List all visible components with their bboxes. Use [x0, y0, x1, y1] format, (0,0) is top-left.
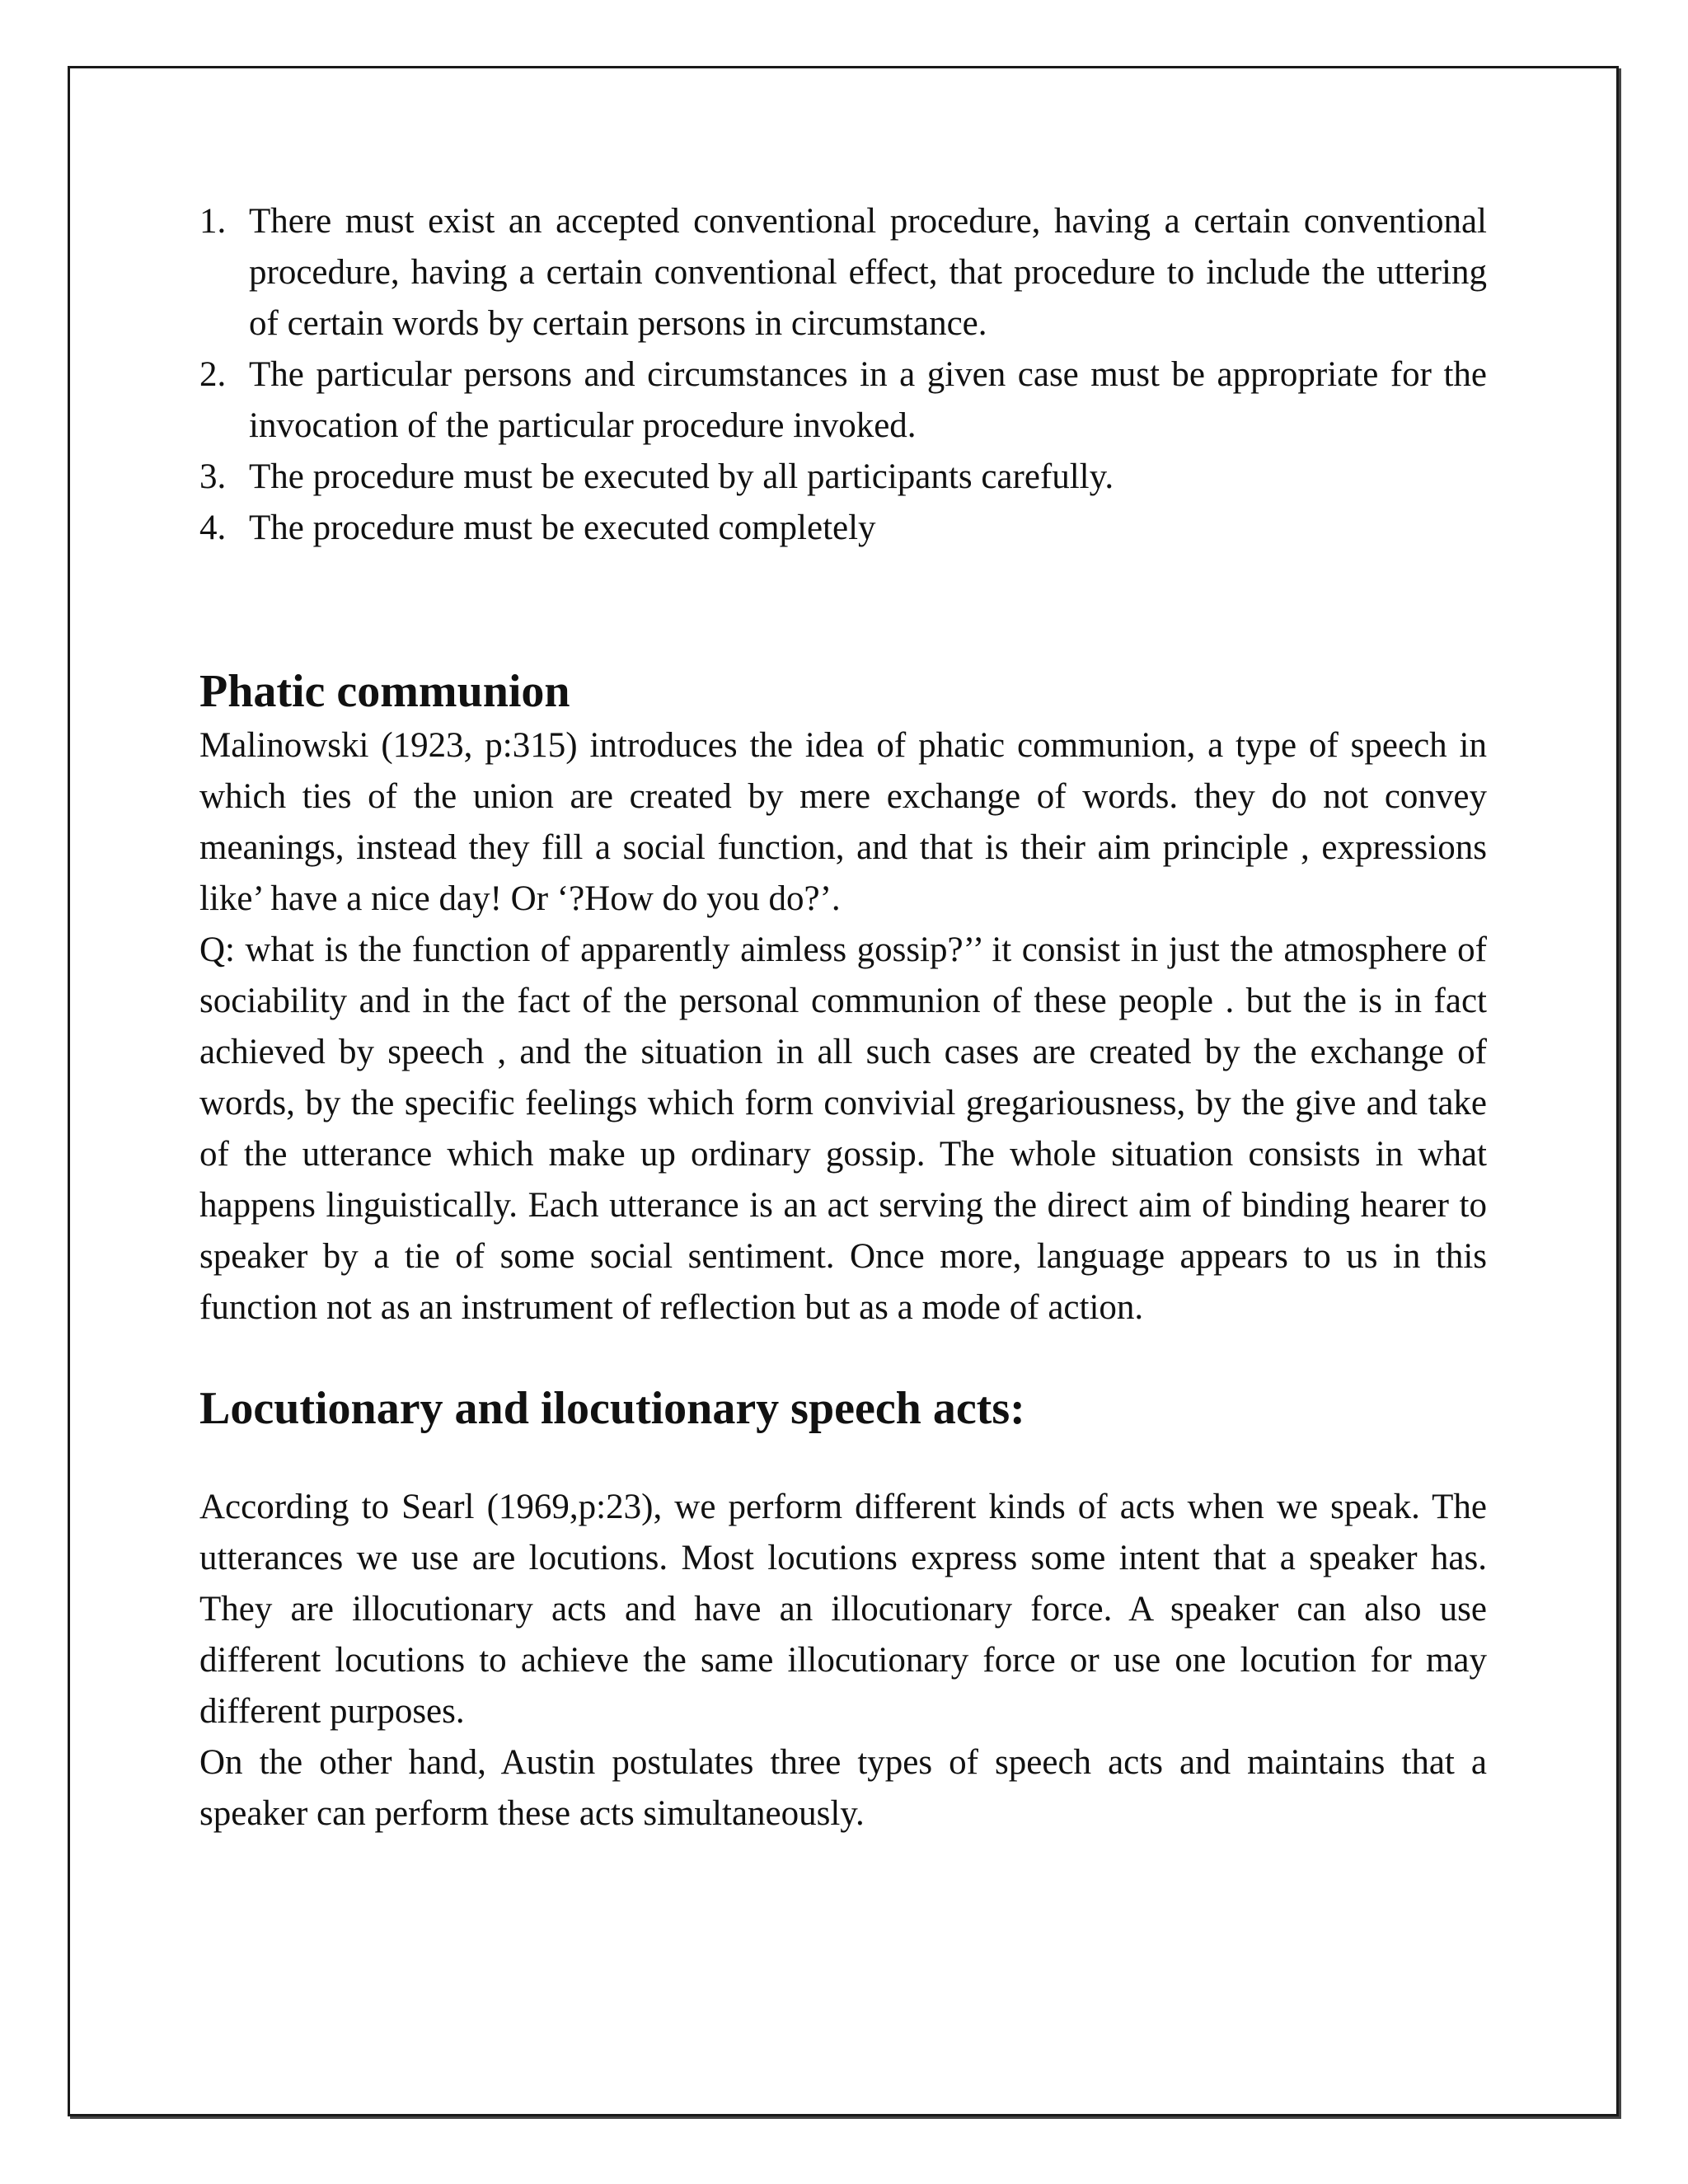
document-body — [199, 196, 1487, 1840]
list-number: 2. — [199, 355, 227, 394]
speech-acts-heading: Locutionary and ilocutionary speech acts: — [199, 1383, 1025, 1434]
list-text: There must exist an accepted conventional procedure, having a certain conventional procedure, having a certain conventional effect, that procedure to include the uttering of certain words by certain persons in circumstance. — [249, 202, 1487, 343]
speech-acts-paragraph-2: On the other hand, Austin postulates three types of speech acts and maintains that a speaker can perform these acts simultaneously. — [199, 1743, 1487, 1833]
list-text: The procedure must be executed completely — [249, 509, 876, 547]
speech-acts-paragraph-1: According to Searl (1969,p:23), we perform different kinds of acts when we speak. The utterances we use are locutions. Most locutions express some intent that a speaker has. They are illocutionary acts and have an illocutionary force. A speaker can also use different locutions to achieve the same illocutionary force or use one locution for may different purposes. — [199, 1488, 1487, 1731]
phatic-paragraph-1: Malinowski (1923, p:315) introduces the idea of phatic communion, a type of speech in which ties of the union are created by mere exchange of words. they do not convey meanings, instead they fill a social function, and that is their aim principle , expressions like’ have a nice day! Or ‘?How do you do?’. — [199, 726, 1487, 918]
list-text: The particular persons and circumstances in a given case must be appropriate for the invocation of the particular procedure invoked. — [249, 355, 1487, 445]
list-item — [199, 503, 1487, 554]
list-item — [199, 196, 1487, 349]
list-number: 1. — [199, 202, 227, 241]
conditions-list — [199, 196, 1487, 554]
list-item — [199, 349, 1487, 452]
phatic-paragraph-2: Q: what is the function of apparently aimless gossip?’’ it consist in just the atmosphere of sociability and in the fact of the personal communion of these people . but the is in fact achieved by speech , and the situation in all such cases are created by the exchange of words, by the specific feelings which form convivial gregariousness, by the give and take of the utterance which make up ordinary gossip. The whole situation consists in what happens linguistically. Each utterance is an act serving the direct aim of binding hearer to speaker by a tie of some social sentiment. Once more, language appears to us in this function not as an instrument of reflection but as a mode of action. — [199, 930, 1487, 1327]
list-number: 4. — [199, 509, 227, 547]
phatic-communion-heading: Phatic communion — [199, 666, 570, 717]
list-text: The procedure must be executed by all participants carefully. — [249, 457, 1114, 496]
list-item — [199, 452, 1487, 503]
list-number: 3. — [199, 457, 227, 496]
